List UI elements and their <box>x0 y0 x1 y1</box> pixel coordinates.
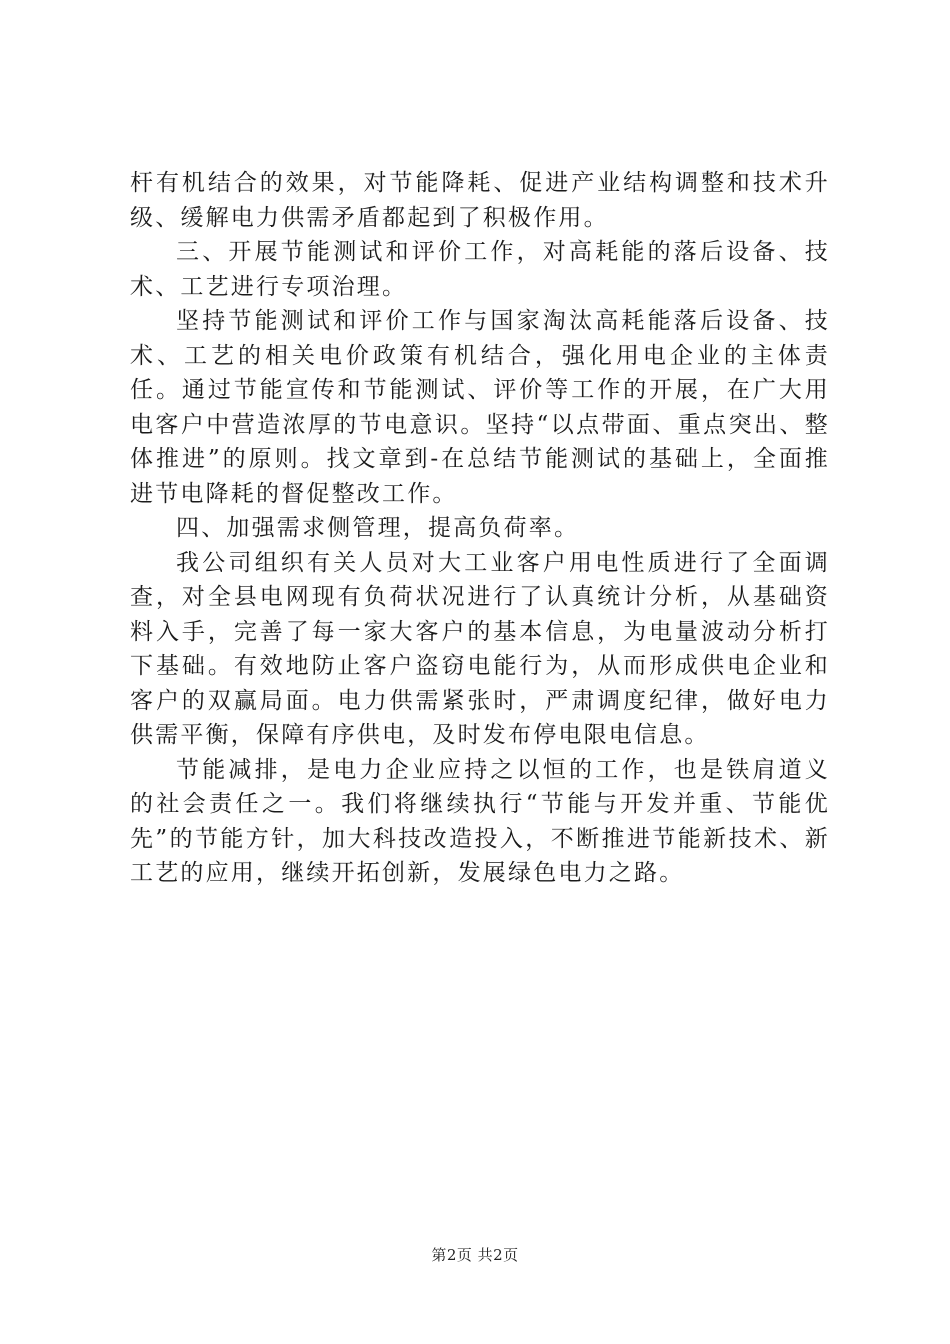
page-footer: 第2页 共2页 <box>431 1246 519 1264</box>
paragraph-conclusion: 节能减排，是电力企业应持之以恒的工作，也是铁肩道义的社会责任之一。我们将继续执行“节能与开发并重、节能优先”的节能方针，加大科技改造投入，不断推进节能新技术、新工艺的应用，继续开拓创新，发展绿色电力之路。 <box>130 756 830 886</box>
paragraph-energy-testing: 坚持节能测试和评价工作与国家淘汰高耗能落后设备、技术、工艺的相关电价政策有机结合，强化用电企业的主体责任。通过节能宣传和节能测试、评价等工作的开展，在广大用电客户中营造浓厚的节电意识。坚持“以点带面、重点突出、整体推进”的原则。找文章到-在总结节能测试的基础上，全面推进节电降耗的督促整改工作。 <box>130 308 830 507</box>
paragraph-demand-side: 我公司组织有关人员对大工业客户用电性质进行了全面调查，对全县电网现有负荷状况进行了认真统计分析，从基础资料入手，完善了每一家大客户的基本信息，为电量波动分析打下基础。有效地防止客户盗窃电能行为，从而形成供电企业和客户的双赢局面。电力供需紧张时，严肃调度纪律，做好电力供需平衡，保障有序供电，及时发布停电限电信息。 <box>130 549 830 748</box>
document-body <box>130 166 830 891</box>
section-heading-3: 三、开展节能测试和评价工作，对高耗能的落后设备、技术、工艺进行专项治理。 <box>130 239 830 300</box>
section-heading-4: 四、加强需求侧管理，提高负荷率。 <box>176 515 580 541</box>
paragraph-continuation: 杆有机结合的效果，对节能降耗、促进产业结构调整和技术升级、缓解电力供需矛盾都起到了积极作用。 <box>130 170 830 231</box>
